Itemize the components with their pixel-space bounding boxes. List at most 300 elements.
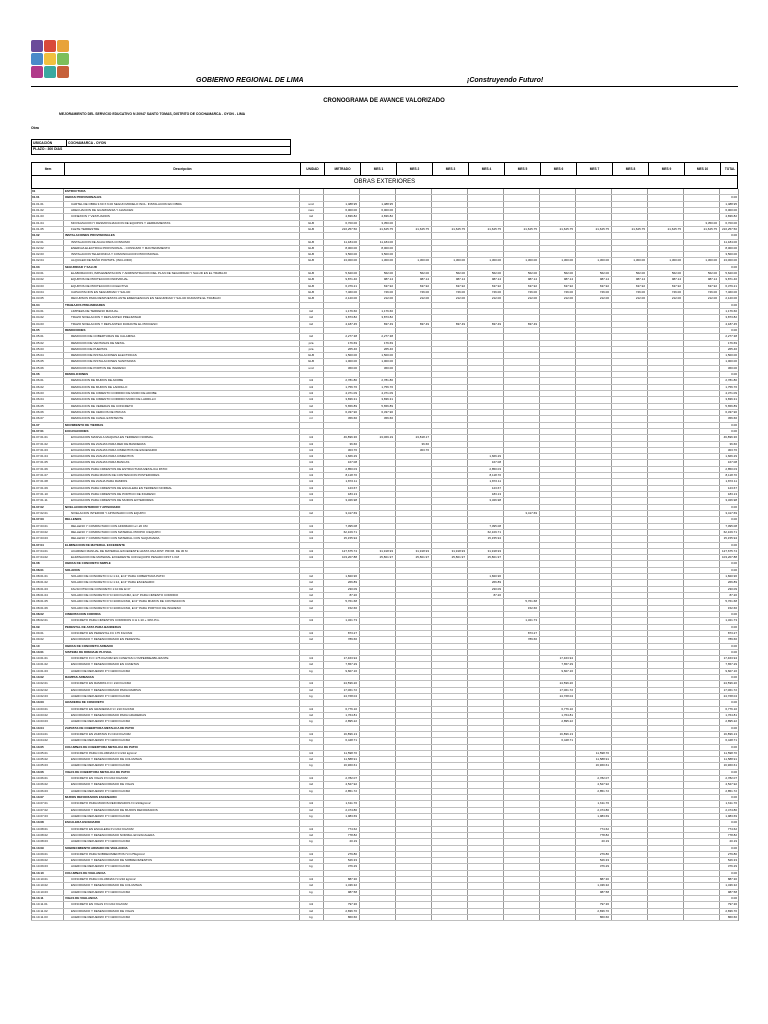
item-amount: 6,448.71: [345, 738, 357, 743]
item-code: 01.03.04: [32, 290, 44, 294]
item-description: ACERO DE REFUERZO F'Y=4200 KG/CM2: [71, 889, 131, 894]
item-code: 01.02.01: [32, 239, 44, 244]
month-1-value: 3,350.00: [381, 220, 393, 225]
item-description: REMOCION DE COBERTURAS DE CALAMINA: [71, 334, 136, 339]
item-total: 11,184.00: [723, 239, 737, 244]
item-total: 2,474.80: [725, 807, 737, 812]
month-8-value: 637.92: [635, 283, 645, 288]
item-amount: 526.33: [347, 858, 357, 863]
item-unit: m2: [308, 574, 314, 579]
month-4-value: 637.92: [491, 283, 501, 288]
item-total: 873.27: [727, 630, 737, 635]
month-7-value: 1,611.76: [597, 801, 609, 806]
item-code: 01.09.02: [32, 637, 44, 642]
item-code: 01.10.11.02: [32, 908, 48, 913]
item-total: 15,155.94: [723, 536, 737, 541]
item-total: 6,379.21: [725, 283, 737, 288]
item-code: 01.10.07.03: [32, 813, 48, 818]
item-code: 01.02.03: [32, 252, 44, 257]
item-code: 01.10.09.02: [32, 858, 48, 863]
item-total: 3,500.00: [725, 252, 737, 257]
item-total: 0.00: [731, 542, 737, 547]
item-code: 01.06.03: [32, 391, 44, 395]
item-unit: m2: [308, 586, 314, 591]
item-unit: m3: [308, 750, 314, 755]
item-amount: 20.19: [349, 839, 357, 844]
item-amount: 24,768.04: [343, 694, 357, 698]
item-unit: GLB: [307, 271, 314, 276]
item-code: 01.08.02.01: [32, 618, 48, 623]
item-code: 01.06.02: [32, 384, 44, 389]
item-code: 01.03: [32, 264, 40, 269]
item-code: 01.10.02.03: [32, 694, 48, 698]
item-description: CONCRETO EN ZAPATAS F'c=210 KG/CM2: [71, 731, 131, 736]
item-amount: 2,782.07: [345, 776, 357, 781]
ubicacion-value: COCHAMARCA - OYON: [68, 141, 106, 145]
item-unit: m3: [308, 656, 314, 661]
item-code: 01.07.04.02: [32, 555, 48, 560]
month-7-value: 2,474.80: [597, 807, 609, 812]
item-code: 01.07.01.09: [32, 485, 48, 490]
item-unit: m2: [308, 315, 314, 320]
item-description: EXCAVACION DE ZANJAS PARA CIMIENTOS: [71, 454, 134, 459]
item-amount: 7,657.29: [345, 662, 357, 667]
item-total: 8,000.00: [725, 245, 737, 250]
item-unit: GLB: [307, 296, 314, 301]
item-code: 01.07.01.03: [32, 447, 48, 452]
plazo-label: PLAZO : 300 DIAS: [33, 147, 63, 151]
item-unit: m2: [308, 605, 314, 610]
item-unit: kg: [309, 763, 313, 768]
item-code: 01.10.01.01: [32, 656, 48, 661]
item-total: 7,460.00: [725, 290, 737, 294]
item-total: 6,700.00: [725, 220, 737, 225]
item-total: 0.00: [731, 725, 737, 730]
item-total: 0.00: [731, 624, 737, 629]
month-5-value: 746.00: [527, 290, 537, 294]
item-description: OBRAS DE CONCRETO SIMPLE: [65, 561, 111, 566]
month-4-value: 3,326.98: [489, 498, 501, 503]
item-code: 01.06.04: [32, 397, 44, 402]
item-total: 376.29: [727, 864, 737, 869]
item-code: 01.10.11.03: [32, 914, 48, 919]
month-2-value: 31,918.93: [415, 548, 429, 553]
month-4-value: 25,801.97: [487, 555, 501, 560]
month-2-value: 987.14: [419, 277, 429, 282]
month-2-value: 25,801.97: [415, 555, 429, 560]
item-description: ALQUILER DE BAÑO PORTATIL (INCLUIDO): [71, 258, 133, 263]
item-description: ENCOFRADO Y DESENCOFRADO DE COLUMNAS: [71, 757, 142, 762]
item-code: 01.08: [32, 561, 40, 566]
item-description: ACERO DE REFUERZO F'Y=4200 KG/CM2: [71, 719, 131, 724]
month-5-value: 837.49: [527, 321, 537, 326]
item-total: 9,871.40: [725, 277, 737, 282]
item-amount: 11,598.70: [343, 750, 357, 755]
item-description: ENCOFRADO Y DESENCOFRADO DE MUROS REFORZADOS: [71, 807, 158, 812]
item-amount: 2,277.38: [345, 334, 357, 339]
month-4-value: 21,625.75: [487, 226, 501, 231]
month-4-value: 1,666.29: [489, 454, 501, 459]
column-header: MES 7: [576, 163, 612, 175]
month-1-value: 265.46: [383, 346, 393, 351]
item-code: 01.07.01.08: [32, 479, 48, 484]
item-amount: 230.09: [347, 586, 357, 591]
item-code: 01.04: [32, 302, 40, 307]
item-unit: GLB: [307, 252, 314, 257]
item-unit: m2: [308, 712, 314, 717]
month-6-value: 987.14: [563, 277, 573, 282]
item-amount: 13,000.00: [343, 258, 357, 263]
section-title: OBRAS EXTERIORES: [31, 176, 738, 189]
item-total: 0.00: [731, 896, 737, 900]
item-total: 0.00: [731, 870, 737, 875]
item-unit: m3: [308, 384, 314, 389]
item-unit: m3: [308, 706, 314, 711]
item-total: 0.00: [731, 769, 737, 774]
item-code: 01.07.01: [32, 428, 44, 433]
month-7-value: 279.80: [599, 851, 609, 856]
item-amount: 987.58: [347, 889, 357, 894]
month-7-value: 2,851.72: [597, 788, 609, 793]
item-description: DEMOLICION DE VEREDAS DE CONCRETO: [71, 403, 134, 408]
item-unit: m3: [308, 618, 314, 623]
item-description: CONCRETO EN VIGAS F'C=210 KG/CM2: [71, 902, 128, 907]
item-total: 360.00: [727, 365, 737, 370]
item-code: 01.10.01.02: [32, 662, 48, 667]
item-code: 01.01.03: [32, 214, 44, 219]
item-total: 0.00: [731, 611, 737, 616]
item-total: 0.00: [731, 422, 737, 427]
item-amount: 4,371.09: [345, 391, 357, 395]
item-code: 01.10.01.03: [32, 668, 48, 673]
month-2-value: 562.00: [419, 271, 429, 276]
item-code: 01.07.01.07: [32, 473, 48, 478]
item-amount: 1,983.69: [345, 813, 357, 818]
item-unit: GLB: [307, 277, 314, 282]
item-amount: 1,756.76: [345, 384, 357, 389]
item-description: CONCRETO EN GRADERIA F'c= 210 KG/CM2: [71, 706, 135, 711]
item-amount: 1,872.11: [345, 479, 357, 484]
item-amount: 1,436.32: [345, 883, 357, 888]
item-description: OBRAS DE CONCRETO ARMADO: [65, 643, 114, 648]
item-description: DEMOLICION DE MUROS DE LADRILLO: [71, 384, 128, 389]
item-description: MUROS REFORZADOS ESCENARIO: [65, 795, 117, 799]
month-4-value: 7,095.08: [489, 523, 501, 528]
item-code: 01.10.10: [32, 870, 44, 875]
item-code: 01.10.09: [32, 845, 44, 850]
month-10-value: 746.00: [707, 290, 717, 294]
item-code: 01.07.01.06: [32, 466, 48, 471]
item-unit: m2: [308, 858, 314, 863]
item-description: CONCRETO PARA CIMIENTOS CORRIDOS C:H 1:10 + 30% P.G.: [71, 618, 160, 623]
item-description: TRAZO NIVELACION Y REPLANTEO PRELIMINAR: [71, 315, 142, 320]
item-unit: m2: [308, 403, 314, 408]
item-unit: m3: [308, 441, 314, 446]
slogan: ¡Construyendo Futuro!: [467, 77, 544, 84]
month-3-value: 837.49: [455, 321, 465, 326]
item-amount: 279.80: [347, 851, 357, 856]
item-amount: 87.20: [349, 593, 357, 597]
item-total: 123.67: [727, 485, 737, 490]
item-description: ENCOFRADO Y DESENCOFRADO DE SOBRECIMIENTOS: [71, 858, 153, 863]
month-3-value: 562.00: [455, 271, 465, 276]
item-amount: 887.30: [347, 877, 357, 882]
item-amount: 3,326.98: [345, 498, 357, 503]
item-total: 5,761.68: [725, 599, 737, 604]
month-1-value: 21,625.75: [379, 226, 393, 231]
item-description: ACERO DE REFUERZO F'Y=4200 KG/CM2: [71, 763, 131, 768]
month-7-value: 887.30: [599, 877, 609, 882]
item-total: 3,326.98: [725, 498, 737, 503]
item-unit: m3: [308, 731, 314, 736]
item-unit: GLB: [307, 353, 314, 358]
item-code: 01.07.01.11: [32, 498, 48, 503]
month-6-value: 1,300.00: [561, 258, 573, 263]
month-6-value: 1,764.81: [561, 712, 573, 717]
item-amount: 183.13: [347, 492, 357, 496]
item-total: 4,836.82: [725, 214, 737, 219]
item-total: 0.00: [731, 517, 737, 522]
month-1-value: 1,488.95: [381, 201, 393, 206]
item-total: 17,061.72: [723, 687, 737, 692]
item-amount: 5,656.89: [345, 403, 357, 408]
item-unit: kg: [309, 788, 313, 793]
month-7-value: 860.60: [599, 914, 609, 919]
month-4-value: 230.09: [491, 586, 501, 591]
item-total: 0.00: [731, 233, 737, 238]
item-unit: kg: [309, 813, 313, 818]
month-2-value: 746.00: [419, 290, 429, 294]
item-total: 87.20: [729, 593, 737, 597]
item-description: COLUMNAS DE COBERTURA METALICA DE PATIO: [65, 744, 138, 749]
item-code: 01.10.04.01: [32, 731, 48, 736]
item-unit: m3: [308, 877, 314, 882]
item-amount: 6,000.00: [345, 207, 357, 212]
item-unit: GLB: [307, 359, 314, 364]
month-1-value: 837.49: [383, 321, 393, 326]
item-code: 01.01.05: [32, 226, 44, 231]
item-amount: 1,321.73: [345, 618, 357, 623]
item-total: 456.66: [727, 416, 737, 421]
item-total: 11,588.91: [723, 757, 737, 762]
month-7-value: 21,625.75: [595, 226, 609, 231]
item-code: 01.10.08.03: [32, 839, 48, 844]
month-6-value: 6,448.71: [561, 738, 573, 743]
item-code: 01.09: [32, 624, 40, 629]
item-unit: und: [308, 365, 314, 370]
item-total: 103,207.88: [721, 555, 737, 560]
item-code: 01.06.01: [32, 378, 44, 383]
item-description: TRABAJOS PRELIMINARES: [65, 302, 106, 307]
item-total: 5,656.89: [725, 403, 737, 408]
item-total: 1,000.00: [725, 359, 737, 364]
item-total: 0.00: [731, 327, 737, 332]
item-amount: 1,488.95: [345, 201, 357, 206]
month-7-value: 774.62: [599, 826, 609, 831]
item-total: 1,500.00: [725, 353, 737, 358]
item-code: 01.10.07: [32, 795, 44, 799]
month-6-value: 24,596.20: [559, 681, 573, 686]
month-9-value: 212.00: [671, 296, 681, 301]
month-2-value: 837.49: [419, 321, 429, 326]
item-description: ELIMINACION DE MATERIAL EXCEDENTE CON EQUIPO PESADO DIST 1 KM: [71, 555, 179, 560]
month-6-value: 24,768.04: [559, 694, 573, 698]
item-total: 0.00: [731, 649, 737, 654]
item-amount: 873.27: [347, 630, 357, 635]
item-amount: 2,895.22: [345, 719, 357, 724]
item-total: 887.30: [727, 877, 737, 882]
month-6-value: 7,657.29: [561, 662, 573, 667]
month-4-value: 212.00: [491, 296, 501, 301]
month-5-value: 3,417.69: [525, 510, 537, 515]
item-amount: 1,820.96: [345, 574, 357, 579]
item-code: 01.09.01: [32, 630, 44, 635]
item-description: ENCOFRADO Y DESENCOFRADO PARA GRADERIAS: [71, 712, 147, 717]
item-amount: 1,000.00: [345, 359, 357, 364]
item-amount: 360.00: [347, 365, 357, 370]
item-total: 6,448.71: [725, 738, 737, 743]
item-code: 01.10.05.03: [32, 763, 48, 768]
item-amount: 6,379.21: [345, 283, 357, 288]
month-10-value: 637.92: [707, 283, 717, 288]
item-code: 01.04.01: [32, 308, 44, 313]
item-description: ENCOFRADO Y DESENCOFRADO PARA RAMPAS: [71, 687, 141, 692]
item-total: 1,176.60: [725, 308, 737, 313]
item-unit: m2: [308, 599, 314, 604]
item-description: ACARREO MANUAL DE MATERIAL EXCEDENTE HASTA UNA DIST. PROM. DE 30 M: [71, 548, 188, 553]
month-4-value: 62,109.71: [487, 529, 501, 534]
item-code: 01: [32, 189, 36, 193]
item-code: 01.10.09.03: [32, 864, 48, 869]
month-8-value: 987.14: [635, 277, 645, 282]
item-unit: m2: [308, 334, 314, 339]
item-amount: 774.62: [347, 826, 357, 831]
item-total: 2,851.72: [725, 788, 737, 793]
document-title: CRONOGRAMA DE AVANCE VALORIZADO: [323, 98, 445, 104]
item-description: ACERO DE REFUERZO F'Y=4200 KG/CM2: [71, 813, 131, 818]
item-amount: 8,118.70: [345, 473, 357, 478]
item-total: 0.00: [731, 700, 737, 705]
item-code: 01.10.05.01: [32, 750, 48, 755]
month-2-value: 36.66: [421, 441, 429, 446]
item-total: 36.66: [729, 441, 737, 446]
item-description: DEMOLICION DE MUROS DE ADOBE: [71, 378, 124, 383]
obra-label: Obra: [31, 126, 39, 130]
month-7-value: 778.82: [599, 832, 609, 837]
month-5-value: 789.66: [527, 637, 537, 642]
item-description: SOLADO DE CONCRETO F'C=100 KG/CM2, E=2" PARA CIMIENTO CORRIDO: [71, 593, 179, 597]
item-amount: 4,836.82: [345, 214, 357, 219]
item-total: 0.00: [731, 567, 737, 572]
item-total: 183.13: [727, 492, 737, 496]
item-amount: 1,611.76: [345, 801, 357, 806]
item-total: 266.89: [727, 580, 737, 585]
month-2-value: 212.00: [419, 296, 429, 301]
item-description: PEDESTAL DE ASTA PARA BANDERAS: [65, 624, 122, 629]
item-code: 01.07.01.04: [32, 454, 48, 459]
item-unit: m3: [308, 801, 314, 806]
item-total: 2,277.38: [725, 334, 737, 339]
item-amount: 16,896.13: [343, 731, 357, 736]
month-7-value: 746.00: [599, 290, 609, 294]
month-1-value: 1,176.60: [381, 308, 393, 313]
month-7-value: 987.58: [599, 889, 609, 894]
item-amount: 303.76: [347, 447, 357, 452]
month-4-value: 87.20: [493, 593, 501, 597]
column-header: MES 6: [540, 163, 576, 175]
column-header: MES 8: [612, 163, 648, 175]
item-description: SOLADO DE CONCRETO F'C=100KG/CM2, E=2" PARA MUROS DE CONTENCION: [71, 599, 185, 604]
item-unit: m3: [308, 473, 314, 478]
header-divider: [31, 86, 738, 87]
month-5-value: 21,625.75: [523, 226, 537, 231]
item-total: 152.66: [727, 605, 737, 610]
item-unit: m2: [308, 662, 314, 667]
column-header: UNIDAD: [300, 163, 324, 175]
item-unit: m3: [308, 630, 314, 635]
item-total: 4,187.45: [725, 321, 737, 326]
item-code: 01.07.01.10: [32, 492, 48, 496]
item-code: 01.03.02: [32, 277, 44, 282]
item-total: 0.00: [731, 561, 737, 566]
month-3-value: 746.00: [455, 290, 465, 294]
month-4-value: 266.89: [491, 580, 501, 585]
item-code: 01.07.01.05: [32, 460, 48, 465]
item-total: 0.00: [731, 372, 737, 377]
item-description: RELLENO Y COMPACTADO CON MATERIAL PROPIO C/EQUIPO: [71, 529, 161, 534]
month-7-value: 797.36: [599, 902, 609, 907]
item-description: DEMOLICION DE CIMIENTO CORRIDO DE MURO DE ADOBE: [71, 391, 157, 395]
government-title: GOBIERNO REGIONAL DE LIMA: [196, 77, 304, 84]
item-total: 3,836.31: [725, 397, 737, 402]
item-description: ACERO DE REFUERZO F'Y=4200 KG/CM2: [71, 914, 131, 919]
item-description: CONCRETO PARA MUROS REFORZADOS f'c=210kg/cm2: [71, 801, 151, 806]
item-code: 01.10.01: [32, 649, 44, 654]
item-total: 0.00: [731, 744, 737, 749]
item-description: CONCRETO PARA COLUMNAS F'c=210 kg/cm2: [71, 750, 137, 755]
item-description: ENCOFRADO Y DESENCOFRADO DE COLUMNAS: [71, 883, 142, 888]
month-6-value: 9,607.16: [561, 668, 573, 673]
item-total: 5,620.00: [725, 271, 737, 276]
item-description: ACERO DE REFUERZO F'Y=4200 KG/CM2: [71, 668, 131, 673]
item-description: ENERGIA ELECTRICA PROVISIONAL - CONSUMO Y MANTENIMIENTO: [71, 245, 170, 250]
item-code: 01.07.03.01: [32, 523, 48, 528]
item-amount: 1,666.29: [345, 454, 357, 459]
item-total: 0.00: [731, 643, 737, 648]
month-6-value: 562.00: [563, 271, 573, 276]
item-description: EXCAVACION PARA CIMIENTOS DE MUROS EXTERIORES: [71, 498, 154, 503]
item-amount: 152.66: [347, 605, 357, 610]
item-code: 01.08.01.05: [32, 599, 48, 604]
item-amount: 376.29: [347, 864, 357, 869]
item-code: 01.10.03.01: [32, 706, 48, 711]
item-amount: 5,620.00: [345, 271, 357, 276]
month-1-value: 23,069.19: [379, 435, 393, 440]
item-code: 01.05.03: [32, 346, 44, 351]
item-unit: m3: [308, 485, 314, 490]
month-10-value: 3,350.00: [705, 220, 717, 225]
item-amount: 5,761.68: [345, 599, 357, 604]
item-code: 01.10.06: [32, 769, 44, 774]
item-total: 2,895.22: [725, 719, 737, 724]
month-1-value: 360.00: [383, 365, 393, 370]
item-total: 13,000.00: [723, 258, 737, 263]
column-header: MES 9: [648, 163, 684, 175]
item-amount: 11,184.00: [343, 239, 357, 244]
item-code: 01.07.03: [32, 517, 44, 522]
month-10-value: 212.00: [707, 296, 717, 301]
item-description: INSTALACIONES PROVISIONALES: [65, 233, 115, 238]
